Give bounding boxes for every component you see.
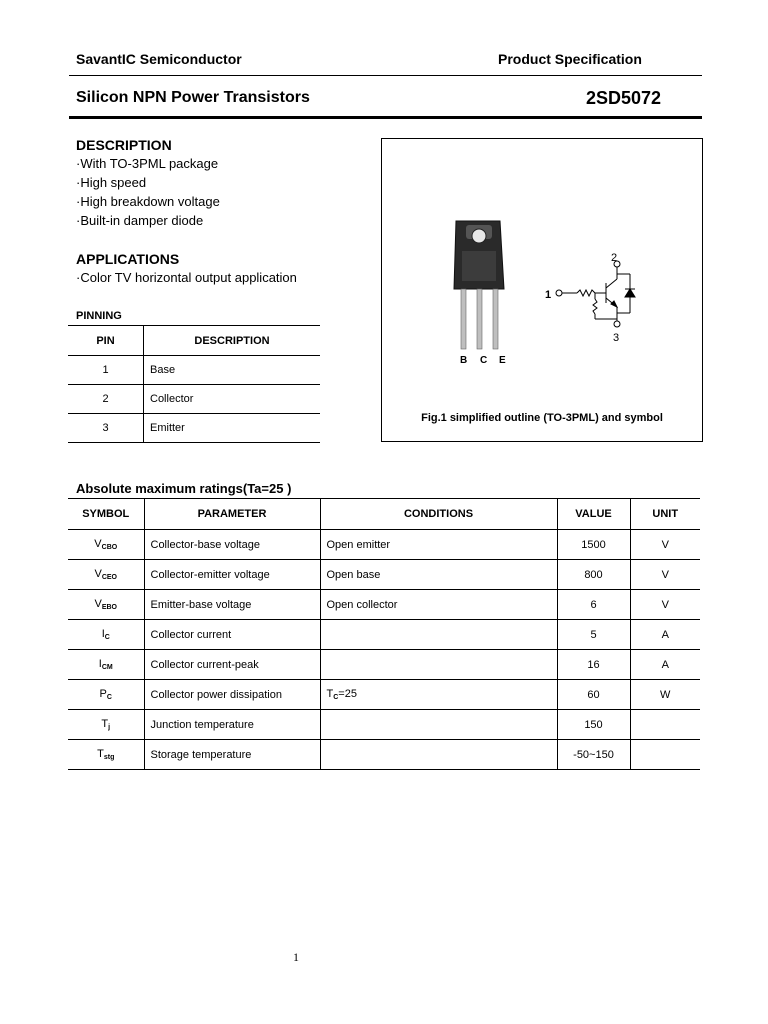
parameter-cell: Collector-emitter voltage xyxy=(144,560,320,590)
figure-drawing xyxy=(382,139,702,441)
description-item: ·Built-in damper diode xyxy=(76,213,204,228)
table-row xyxy=(68,650,700,680)
table-row xyxy=(68,740,700,770)
table-header-row xyxy=(68,326,320,356)
pinning-table xyxy=(68,325,320,443)
table-row xyxy=(68,414,320,443)
conditions-cell xyxy=(320,650,557,680)
value-cell: 5 xyxy=(557,620,630,650)
table-header-row xyxy=(68,499,700,530)
description-item: ·With TO-3PML package xyxy=(76,156,219,171)
pin-letter: E xyxy=(499,355,506,366)
description-heading: DESCRIPTION xyxy=(76,137,172,153)
figure-box xyxy=(381,138,703,442)
pin-number: 3 xyxy=(68,414,144,443)
pin-number: 2 xyxy=(68,385,144,414)
description-item: ·High speed xyxy=(76,175,147,190)
parameter-cell: Storage temperature xyxy=(144,740,320,770)
header-rule-thick xyxy=(69,116,702,119)
figure-caption: Fig.1 simplified outline (TO-3PML) and symbol xyxy=(421,412,663,424)
unit-cell: V xyxy=(630,590,700,620)
value-cell: 150 xyxy=(557,710,630,740)
parameter-cell: Junction temperature xyxy=(144,710,320,740)
column-header: PIN xyxy=(68,326,144,356)
value-cell: 800 xyxy=(557,560,630,590)
pin-description: Collector xyxy=(144,385,321,414)
symbol-cell: $P_C$ xyxy=(68,680,144,710)
value-cell: 60 xyxy=(557,680,630,710)
parameter-cell: Collector-base voltage xyxy=(144,530,320,560)
table-row xyxy=(68,590,700,620)
symbol-cell: $T_{stg}$ xyxy=(68,740,144,770)
column-header: SYMBOL xyxy=(68,499,144,530)
unit-cell xyxy=(630,710,700,740)
conditions-cell: Open emitter xyxy=(320,530,557,560)
symbol-pin-emitter-label: 3 xyxy=(613,332,620,344)
value-cell: 1500 xyxy=(557,530,630,560)
table-row xyxy=(68,620,700,650)
value-cell: -50~150 xyxy=(557,740,630,770)
symbol-cell: $V_{CBO}$ xyxy=(68,530,144,560)
pin-description: Emitter xyxy=(144,414,321,443)
column-header: VALUE xyxy=(557,499,630,530)
table-row xyxy=(68,680,700,710)
parameter-cell: Collector current xyxy=(144,620,320,650)
header-rule-thin xyxy=(69,75,702,76)
column-header: PARAMETER xyxy=(144,499,320,530)
column-header: DESCRIPTION xyxy=(144,326,321,356)
package-outline-image xyxy=(454,221,504,349)
unit-cell: V xyxy=(630,530,700,560)
applications-item: ·Color TV horizontal output application xyxy=(76,270,297,285)
table-row xyxy=(68,560,700,590)
symbol-pin-collector-label: 2 xyxy=(611,252,618,264)
page-number: 1 xyxy=(293,950,299,964)
pin-number: 1 xyxy=(68,356,144,385)
value-cell: 16 xyxy=(557,650,630,680)
symbol-cell: $V_{CEO}$ xyxy=(68,560,144,590)
conditions-cell xyxy=(320,620,557,650)
unit-cell: A xyxy=(630,650,700,680)
pin-letter: C xyxy=(480,355,488,366)
transistor-symbol xyxy=(556,261,635,327)
column-header: UNIT xyxy=(630,499,700,530)
table-row xyxy=(68,530,700,560)
symbol-cell: $T_j$ xyxy=(68,710,144,740)
description-item: ·High breakdown voltage xyxy=(76,194,220,209)
pinning-heading: PINNING xyxy=(76,310,122,322)
table-row xyxy=(68,710,700,740)
parameter-cell: Collector power dissipation xyxy=(144,680,320,710)
model-number: 2SD5072 xyxy=(586,88,662,108)
company-name: SavantIC Semiconductor xyxy=(76,51,242,67)
ratings-table xyxy=(68,498,700,770)
column-header: CONDITIONS xyxy=(320,499,557,530)
symbol-cell: $V_{EBO}$ xyxy=(68,590,144,620)
pin-letter: B xyxy=(460,355,468,366)
conditions-cell: Open collector xyxy=(320,590,557,620)
parameter-cell: Emitter-base voltage xyxy=(144,590,320,620)
unit-cell: V xyxy=(630,560,700,590)
conditions-cell xyxy=(320,740,557,770)
symbol-cell: $I_C$ xyxy=(68,620,144,650)
symbol-pin-base-label: 1 xyxy=(545,289,552,301)
unit-cell: W xyxy=(630,680,700,710)
unit-cell xyxy=(630,740,700,770)
table-row xyxy=(68,385,320,414)
ratings-heading: Absolute maximum ratings(Ta=25 ) xyxy=(76,481,292,496)
page-title: Silicon NPN Power Transistors xyxy=(76,89,310,106)
conditions-cell: Open base xyxy=(320,560,557,590)
conditions-cell xyxy=(320,710,557,740)
parameter-cell: Collector current-peak xyxy=(144,650,320,680)
value-cell: 6 xyxy=(557,590,630,620)
doc-type: Product Specification xyxy=(498,51,642,67)
pin-description: Base xyxy=(144,356,321,385)
unit-cell: A xyxy=(630,620,700,650)
conditions-cell: $T_C=25$ xyxy=(320,680,557,710)
table-row xyxy=(68,356,320,385)
symbol-cell: $I_{CM}$ xyxy=(68,650,144,680)
applications-heading: APPLICATIONS xyxy=(76,251,180,267)
